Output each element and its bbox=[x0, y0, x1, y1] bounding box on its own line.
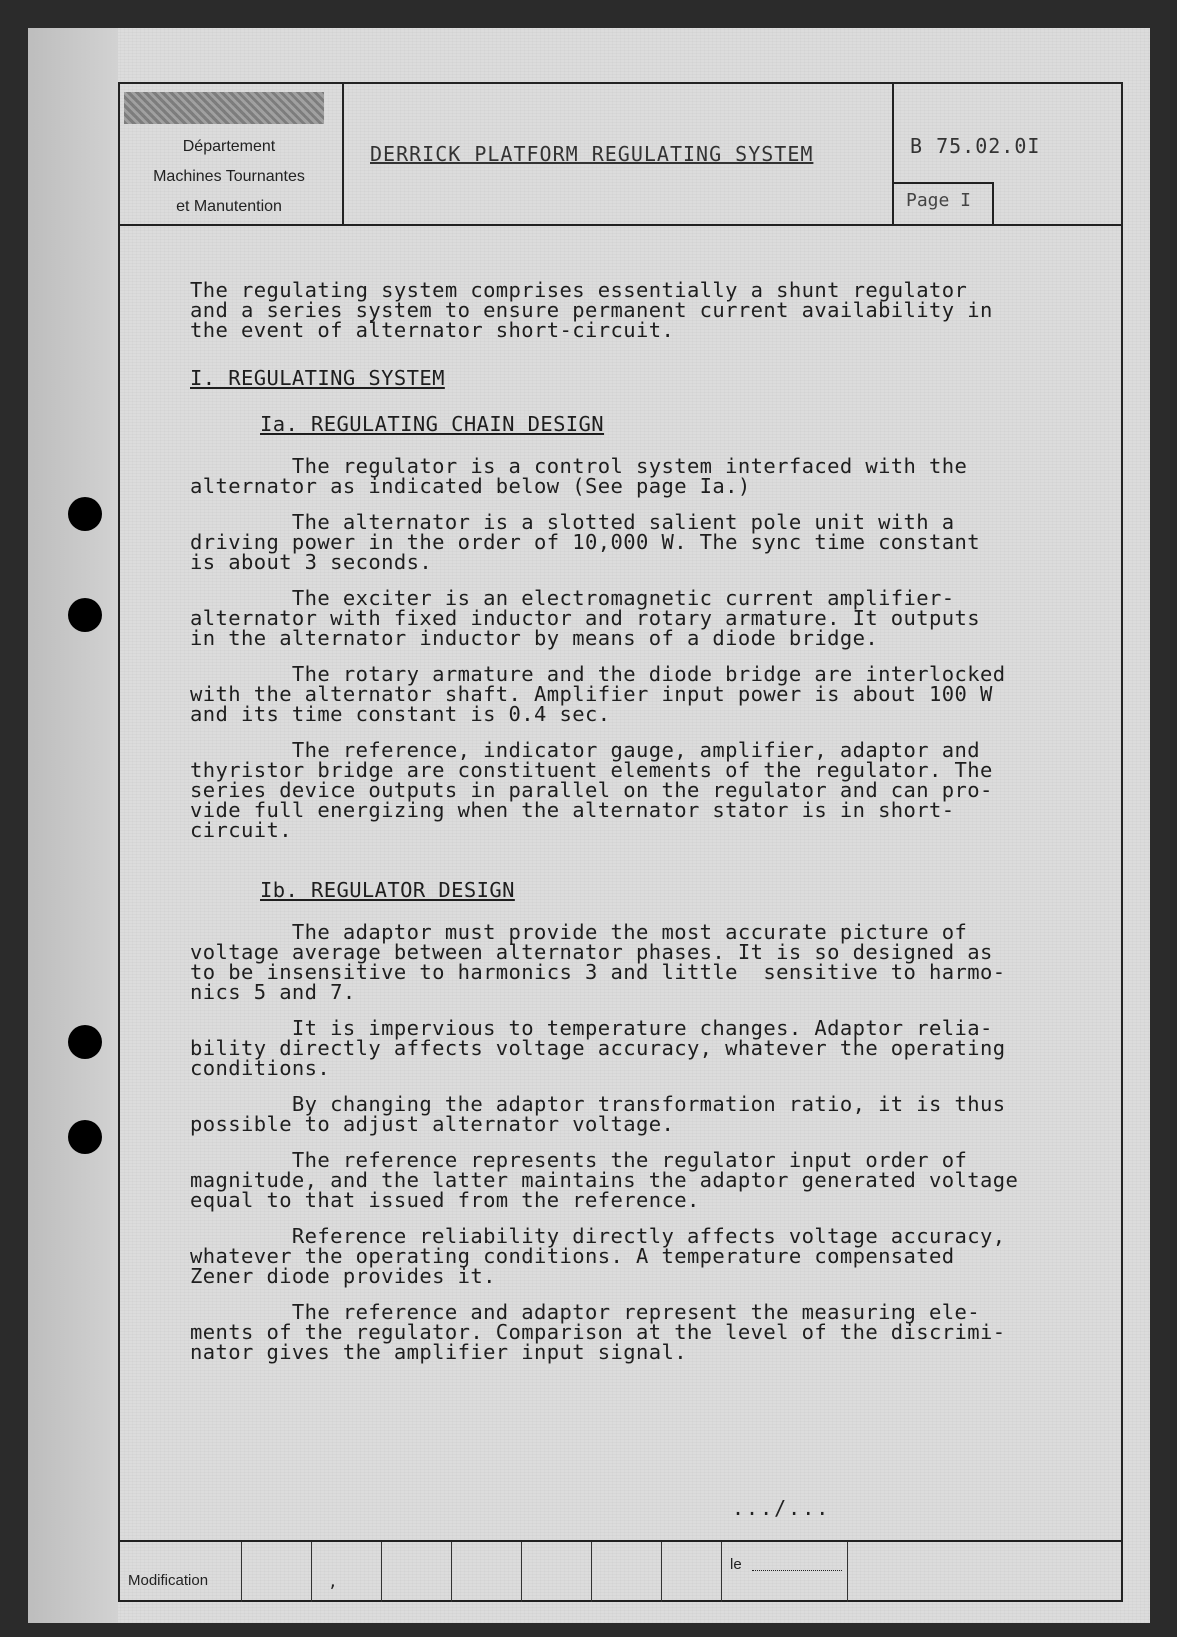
text-line: voltage average between alternator phases. It is so designed as bbox=[190, 940, 993, 964]
section-heading: I. REGULATING SYSTEM bbox=[190, 366, 445, 390]
paragraph bbox=[190, 740, 1090, 840]
text-line: in the alternator inductor by means of a diode bridge. bbox=[190, 626, 879, 650]
subsection-heading: Ib. REGULATOR DESIGN bbox=[260, 878, 515, 902]
punch-hole bbox=[68, 598, 102, 632]
department-cell bbox=[118, 82, 344, 224]
document-header bbox=[118, 82, 1123, 226]
text-line: magnitude, and the latter maintains the adaptor generated voltage bbox=[190, 1168, 1019, 1192]
department-line: Machines Tournantes bbox=[153, 168, 305, 185]
text-line: and its time constant is 0.4 sec. bbox=[190, 702, 611, 726]
text-line: The regulating system comprises essentially a shunt regulator bbox=[190, 278, 968, 302]
text-line: The adaptor must provide the most accurate picture of bbox=[190, 920, 968, 944]
continuation-mark: .../... bbox=[732, 1496, 831, 1520]
text-line: It is impervious to temperature changes. Adaptor relia- bbox=[190, 1016, 993, 1040]
text-line: circuit. bbox=[190, 818, 292, 842]
paragraph bbox=[190, 1226, 1090, 1286]
text-line: Zener diode provides it. bbox=[190, 1264, 496, 1288]
text-line: The regulator is a control system interfaced with the bbox=[190, 454, 968, 478]
text-line: nator gives the amplifier input signal. bbox=[190, 1340, 687, 1364]
punch-hole bbox=[68, 497, 102, 531]
document-title: DERRICK PLATFORM REGULATING SYSTEM bbox=[370, 142, 814, 166]
text-line: alternator as indicated below (See page Ia.) bbox=[190, 474, 751, 498]
footer-cell bbox=[118, 1542, 242, 1602]
paragraph bbox=[190, 1018, 1090, 1078]
paragraph bbox=[190, 922, 1090, 1002]
text-line: the event of alternator short-circuit. bbox=[190, 318, 675, 342]
punch-hole bbox=[68, 1025, 102, 1059]
text-line: nics 5 and 7. bbox=[190, 980, 356, 1004]
document-reference: B 75.02.0I bbox=[910, 134, 1041, 158]
text-line: alternator with fixed inductor and rotary armature. It outputs bbox=[190, 606, 981, 630]
paragraph bbox=[190, 1094, 1090, 1134]
footer-cell bbox=[382, 1542, 452, 1602]
title-cell bbox=[344, 82, 894, 224]
modification-label: Modification bbox=[128, 1572, 209, 1589]
text-line: The rotary armature and the diode bridge are interlocked bbox=[190, 662, 1006, 686]
punch-hole bbox=[68, 1120, 102, 1154]
text-line: The reference represents the regulator input order of bbox=[190, 1148, 968, 1172]
department-line: et Manutention bbox=[176, 198, 282, 215]
text-line: thyristor bridge are constituent elements of the regulator. The bbox=[190, 758, 993, 782]
paragraph bbox=[190, 664, 1090, 724]
subsection-heading: Ia. REGULATING CHAIN DESIGN bbox=[260, 412, 605, 436]
footer-cell bbox=[522, 1542, 592, 1602]
text-line: conditions. bbox=[190, 1056, 331, 1080]
reference-cell bbox=[894, 82, 1121, 224]
text-line: The alternator is a slotted salient pole unit with a bbox=[190, 510, 955, 534]
text-line: whatever the operating conditions. A temperature compensated bbox=[190, 1244, 955, 1268]
text-line: vide full energizing when the alternator stator is in short- bbox=[190, 798, 955, 822]
text-line: driving power in the order of 10,000 W. The sync time constant bbox=[190, 530, 981, 554]
text-line: The reference and adaptor represent the measuring ele- bbox=[190, 1300, 981, 1324]
footer-comma: , bbox=[328, 1572, 338, 1591]
text-line: equal to that issued from the reference. bbox=[190, 1188, 700, 1212]
paragraph bbox=[190, 1150, 1090, 1210]
paragraph bbox=[190, 588, 1090, 648]
text-line: The exciter is an electromagnetic current amplifier- bbox=[190, 586, 955, 610]
text-line: possible to adjust alternator voltage. bbox=[190, 1112, 675, 1136]
footer-cell bbox=[662, 1542, 722, 1602]
paragraph bbox=[190, 456, 1090, 496]
text-line: and a series system to ensure permanent current availability in bbox=[190, 298, 993, 322]
document-body bbox=[190, 280, 1090, 1362]
text-line: is about 3 seconds. bbox=[190, 550, 433, 574]
text-line: ments of the regulator. Comparison at the level of the discrimi- bbox=[190, 1320, 1006, 1344]
text-line: to be insensitive to harmonics 3 and little sensitive to harmo- bbox=[190, 960, 1006, 984]
footer-cell bbox=[592, 1542, 662, 1602]
text-line: By changing the adaptor transformation ratio, it is thus bbox=[190, 1092, 1006, 1116]
date-label: le bbox=[730, 1556, 742, 1573]
company-logo bbox=[124, 92, 324, 124]
department-name bbox=[118, 132, 340, 222]
footer-cell bbox=[722, 1542, 848, 1602]
page-number: Page I bbox=[906, 190, 972, 211]
text-line: with the alternator shaft. Amplifier input power is about 100 W bbox=[190, 682, 993, 706]
text-line: Reference reliability directly affects voltage accuracy, bbox=[190, 1224, 1006, 1248]
text-line: The reference, indicator gauge, amplifier, adaptor and bbox=[190, 738, 981, 762]
footer-cell bbox=[312, 1542, 382, 1602]
department-line: Département bbox=[182, 138, 276, 155]
modification-footer bbox=[118, 1540, 1123, 1602]
text-line: bility directly affects voltage accuracy, whatever the operating bbox=[190, 1036, 1006, 1060]
paragraph bbox=[190, 512, 1090, 572]
scan-margin bbox=[28, 28, 118, 1623]
text-line: series device outputs in parallel on the regulator and can pro- bbox=[190, 778, 993, 802]
intro-paragraph bbox=[190, 280, 1090, 340]
paragraph bbox=[190, 1302, 1090, 1362]
footer-cell bbox=[452, 1542, 522, 1602]
footer-cell bbox=[242, 1542, 312, 1602]
page-number-box bbox=[894, 182, 994, 224]
